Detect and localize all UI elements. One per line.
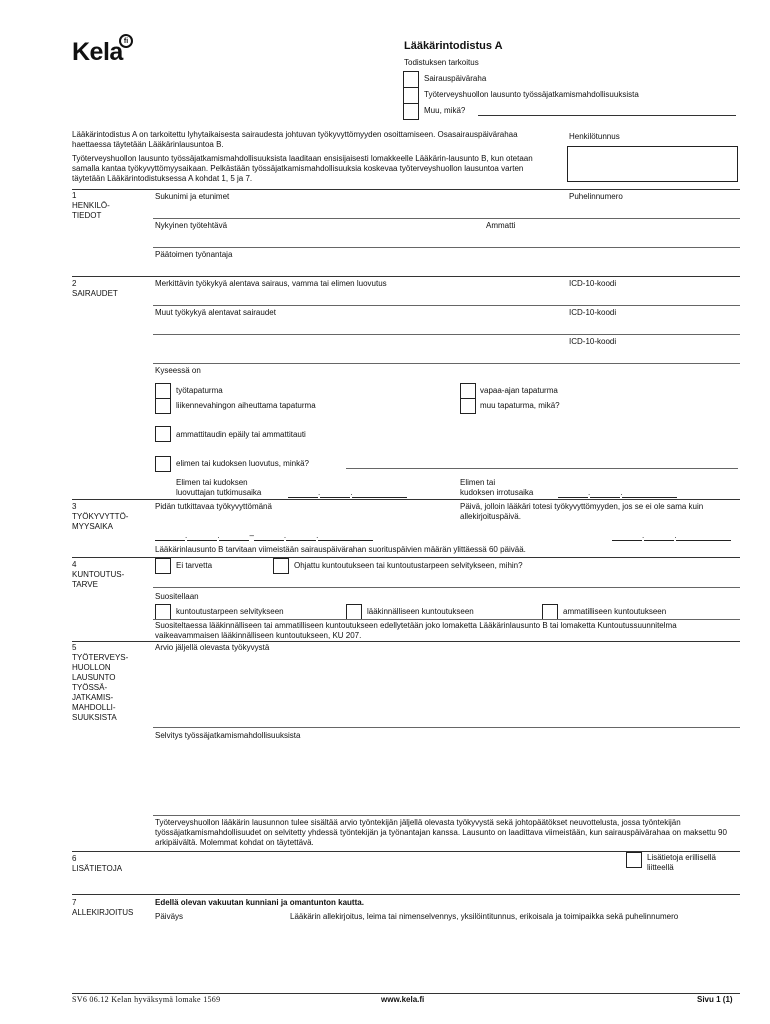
purpose-checkbox-tyoterveys[interactable] (403, 87, 419, 104)
purpose-muu-line[interactable] (478, 115, 736, 116)
divider-s5 (72, 641, 740, 642)
divider-other (153, 334, 740, 335)
option-muu-tapaturma: muu tapaturma, mikä? (480, 401, 560, 410)
checkbox-muu-tapaturma[interactable] (460, 398, 476, 414)
logo-text: Kela (72, 38, 123, 66)
purpose-option-sairauspaivaraha: Sairauspäiväraha (424, 74, 487, 83)
s5-note: Työterveyshuollon lääkärin lausunnon tulee sisältää arvio työntekijän jäljellä olevasta työkyvystä sekä johtopäätökset neuvottelusta, jossa työntekijän työssäjatkamismahdollisuudet on selvitetty yhdessä työntekijän ja työnantajan kanssa. Lausunto on laadittava viimeistään, kun sairauspäivärahaa on maksettu 90 arkipäivältä. Molemmat kohdat on täytettävä. (155, 818, 727, 847)
henkilotunnus-box[interactable] (567, 146, 738, 182)
kyseessa-label: Kyseessä on (155, 366, 201, 375)
irrotus-label-2: kudoksen irrotusaika (460, 488, 534, 497)
intro-p2: Työterveyshuollon lausunto työssäjatkamismahdollisuuksista laaditaan ensisijaisesti lomakkeelle Lääkärin-lausunto B, kun otetaan samalla kantaa työkyvyttömyysaikaan. Pelkästään työssäjatkamismahdollisuuksia koskevaa työterveyshuollon lausuntoa varten täytetään Lääkärintodistuksessa A kohdat 1, 5 ja 7. (72, 154, 533, 183)
divider-s1 (72, 189, 740, 190)
ei-tarvetta-label: Ei tarvetta (176, 561, 213, 570)
henkilotunnus-label: Henkilötunnus (569, 132, 620, 141)
option-tyotapaturma: työtapaturma (176, 386, 223, 395)
icd-label-2: ICD-10-koodi (569, 308, 617, 317)
name-label: Sukunimi ja etunimet (155, 192, 230, 201)
section-3-label: 3 TYÖKYVYTTÖ- MYYSAIKA (72, 502, 129, 531)
purpose-label: Todistuksen tarkoitus (404, 58, 479, 67)
irrotus-date[interactable]: . . (558, 488, 677, 498)
selvitys-label: Selvitys työssäjatkamismahdollisuuksista (155, 731, 301, 740)
purpose-checkbox-sairauspaivaraha[interactable] (403, 71, 419, 88)
divider-suositus (153, 619, 740, 620)
main-illness-label: Merkittävin työkykyä alentava sairaus, vamma tai elimen luovutus (155, 279, 387, 288)
tutkimus-label-2: luovuttajan tutkimusaika (176, 488, 262, 497)
purpose-option-muu: Muu, mikä? (424, 106, 466, 115)
divider-s4 (72, 557, 740, 558)
employer-label: Päätoimen työnantaja (155, 250, 233, 259)
checkbox-vapaa[interactable] (460, 383, 476, 399)
footer-divider (72, 993, 740, 994)
section-4-label: 4 KUNTOUTUS- TARVE (72, 560, 125, 589)
purpose-checkbox-muu[interactable] (403, 103, 419, 120)
divider-s7 (72, 894, 740, 895)
purpose-option-tyoterveys: Työterveyshuollon lausunto työssäjatkamismahdollisuuksista (424, 90, 639, 99)
divider-arvio (153, 727, 740, 728)
tyokyvyton-dates[interactable]: . . – . . (155, 531, 373, 541)
tutkimus-date[interactable]: . . (288, 488, 407, 498)
ohjattu-label: Ohjattu kuntoutukseen tai kuntoutustarpeen selvitykseen, mihin? (294, 561, 523, 570)
phone-label: Puhelinnumero (569, 192, 623, 201)
job-label: Nykyinen työtehtävä (155, 221, 228, 230)
section-2-label: 2 SAIRAUDET (72, 279, 118, 298)
option-elimen: elimen tai kudoksen luovutus, minkä? (176, 459, 309, 468)
checkbox-liikenne[interactable] (155, 398, 171, 414)
icd-label-1: ICD-10-koodi (569, 279, 617, 288)
divider-ohjattu (153, 587, 740, 588)
checkbox-ammatillinen[interactable] (542, 604, 558, 620)
footer-page: Sivu 1 (1) (697, 995, 733, 1004)
tyokyvyton-label: Pidän tutkittavaa työkyvyttömänä (155, 502, 272, 511)
divider-main (153, 305, 740, 306)
checkbox-elimen[interactable] (155, 456, 171, 472)
section-6-label: 6 LISÄTIETOJA (72, 854, 123, 873)
other-illness-label: Muut työkykyä alentavat sairaudet (155, 308, 276, 317)
occupation-label: Ammatti (486, 221, 516, 230)
kela-logo (72, 38, 123, 72)
section-5-label: 5 TYÖTERVEYS- HUOLLON LAUSUNTO TYÖSSÄ- JATKAMIS- MAHDOLLI- SUUKSISTA (72, 643, 129, 722)
declaration: Edellä olevan vakuutan kunniani ja omantunton kautta. (155, 898, 364, 907)
logo-fi-mark (119, 34, 133, 48)
section-1-label: 1 HENKILÖ- TIEDOT (72, 191, 110, 220)
intro-p1: Lääkärintodistus A on tarkoitettu lyhytaikaisesta sairaudesta johtuvan työkyvyttömyyden osoittamiseen. Osasairauspäivärahaa haettaessa täytetään Lääkärinlausuntoa B. (72, 130, 518, 149)
divider-icd3 (153, 363, 740, 364)
divider-job (153, 247, 740, 248)
form-title: Lääkärintodistus A (404, 40, 503, 52)
checkbox-ohjattu[interactable] (273, 558, 289, 574)
checkbox-kuntoutustarve[interactable] (155, 604, 171, 620)
suositellaan-label: Suositellaan (155, 592, 199, 601)
arvio-label: Arvio jäljellä olevasta työkyvystä (155, 643, 270, 652)
section-7-label: 7 ALLEKIRJOITUS (72, 898, 134, 917)
checkbox-laakinnallinen[interactable] (346, 604, 362, 620)
icd-label-3: ICD-10-koodi (569, 337, 617, 346)
suositus-opt3: ammatilliseen kuntoutukseen (563, 607, 667, 616)
divider-selvitys (153, 815, 740, 816)
divider-s2 (72, 276, 740, 277)
signature-label: Lääkärin allekirjoitus, leima tai nimenselvennys, yksilöintitunnus, erikoisala ja toimipaikka sekä puhelinnumero (290, 912, 679, 921)
tutkimus-label-1: Elimen tai kudoksen (176, 478, 248, 487)
option-vapaa: vapaa-ajan tapaturma (480, 386, 558, 395)
suositus-opt2: lääkinnälliseen kuntoutukseen (367, 607, 474, 616)
s3-note: Lääkärinlausunto B tarvitaan viimeistään sairauspäivärahan suorituspäivien määrän ylittäessä 60 päivää. (155, 545, 526, 554)
footer-url[interactable]: www.kela.fi (381, 995, 425, 1004)
elimen-line[interactable] (346, 468, 738, 469)
totesi-label: Päivä, jolloin lääkäri totesi työkyvyttömyyden, jos se ei ole sama kuin allekirjoituspäivä. (460, 502, 704, 521)
divider-name (153, 218, 740, 219)
logo-mark-text: fi (123, 38, 129, 45)
liite-label: Lisätietoja erillisellä liitteellä (647, 853, 716, 872)
s4-note: Suositeltaessa lääkinnälliseen tai ammatilliseen kuntoutukseen edellytetään joko lomaketta Lääkärinlausunto B tai lomaketta Kuntoutussuunnitelma vaikeavammaisen lääkinnälliseen kuntoutukseen, KU 207. (155, 621, 677, 640)
checkbox-ei-tarvetta[interactable] (155, 558, 171, 574)
option-ammattitauti: ammattitaudin epäily tai ammattitauti (176, 430, 306, 439)
irrotus-label-1: Elimen tai (460, 478, 496, 487)
divider-s3 (72, 499, 740, 500)
suositus-opt1: kuntoutustarpeen selvitykseen (176, 607, 284, 616)
totesi-date[interactable]: . . (612, 531, 731, 541)
checkbox-ammattitauti[interactable] (155, 426, 171, 442)
checkbox-liite[interactable] (626, 852, 642, 868)
checkbox-tyotapaturma[interactable] (155, 383, 171, 399)
option-liikenne: liikennevahingon aiheuttama tapaturma (176, 401, 316, 410)
paivays-label: Päiväys (155, 912, 184, 921)
footer-code: SV6 06.12 Kelan hyväksymä lomake 1569 (72, 995, 221, 1004)
